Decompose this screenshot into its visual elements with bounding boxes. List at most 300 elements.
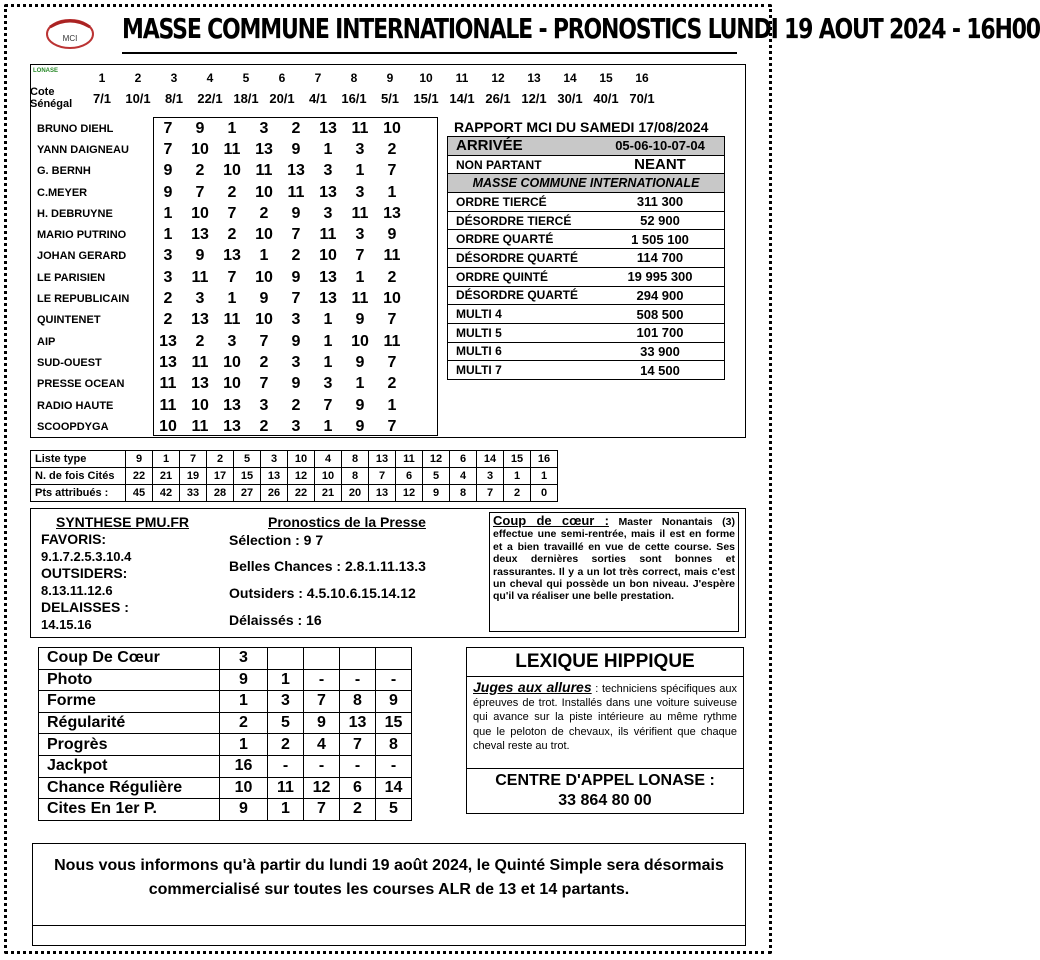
mci-logo-icon bbox=[44, 17, 96, 51]
rapport-row bbox=[448, 230, 725, 249]
notice-text: Nous vous informons qu'à partir du lundi 19 août 2024, le Quinté Simple sera désormais commercialisé sur toutes les courses ALR de 13 et 14 partants. bbox=[54, 857, 724, 898]
pick-number: 11 bbox=[287, 183, 305, 201]
stats-label: Chance Régulière bbox=[39, 777, 220, 799]
presse-title: Pronostics de la Presse bbox=[268, 514, 426, 530]
pick-number: 2 bbox=[387, 375, 397, 393]
pick-number: 7 bbox=[227, 204, 237, 222]
pick-number: 9 bbox=[355, 353, 365, 371]
rapport-label: MULTI 6 bbox=[448, 342, 597, 361]
pick-number: 10 bbox=[383, 290, 401, 308]
liste-type-value: 14 bbox=[477, 451, 504, 468]
lexique-term: Juges aux allures bbox=[473, 679, 592, 695]
liste-type-value: 3 bbox=[261, 451, 288, 468]
pick-number: 1 bbox=[387, 183, 397, 201]
horse-number: 4 bbox=[206, 71, 214, 85]
pick-number: 3 bbox=[323, 375, 333, 393]
cote-value: 15/1 bbox=[413, 90, 439, 106]
stats-value: 1 bbox=[268, 799, 304, 821]
pick-number: 3 bbox=[323, 204, 333, 222]
nb-cites-value: 1 bbox=[531, 468, 558, 485]
pick-number: 2 bbox=[227, 183, 237, 201]
rapport-label: ORDRE QUARTÉ bbox=[448, 230, 597, 249]
stats-value: 16 bbox=[220, 755, 268, 777]
stats-value: 9 bbox=[220, 799, 268, 821]
rapport-value: 33 900 bbox=[596, 342, 725, 361]
pronostic-row bbox=[37, 161, 408, 182]
pick-number: 13 bbox=[255, 140, 273, 158]
pronostiqueur-name: LE PARISIEN bbox=[37, 271, 106, 284]
stats-value: 13 bbox=[340, 712, 376, 734]
points-attribues-value: 13 bbox=[369, 485, 396, 502]
pronostic-row bbox=[37, 118, 408, 139]
synthese-title: SYNTHESE PMU.FR bbox=[56, 514, 190, 530]
pronostiqueur-name: C.MEYER bbox=[37, 186, 88, 199]
pick-number: 10 bbox=[255, 311, 273, 329]
stats-table bbox=[38, 647, 412, 821]
pronostiqueur-name: YANN DAIGNEAU bbox=[37, 143, 129, 156]
rapport-value: 114 700 bbox=[596, 249, 725, 268]
stats-value: 10 bbox=[220, 777, 268, 799]
stats-value: - bbox=[376, 669, 412, 691]
pronostic-row bbox=[37, 246, 408, 267]
rapport-value: 1 505 100 bbox=[596, 230, 725, 249]
pick-number: 11 bbox=[255, 162, 273, 180]
pick-number: 11 bbox=[351, 204, 369, 222]
pick-number: 7 bbox=[355, 247, 365, 265]
horse-number: 6 bbox=[278, 71, 286, 85]
stats-value: 7 bbox=[304, 799, 340, 821]
delaisses-value: 14.15.16 bbox=[41, 617, 92, 632]
liste-type-value: 7 bbox=[180, 451, 207, 468]
title-underline bbox=[122, 52, 737, 54]
lexique-divider bbox=[466, 768, 744, 769]
arrivee-label: ARRIVÉE bbox=[448, 137, 597, 156]
liste-type-value: 13 bbox=[369, 451, 396, 468]
pick-number: 2 bbox=[259, 353, 269, 371]
non-partant-row bbox=[448, 155, 725, 174]
stats-label: Photo bbox=[39, 669, 220, 691]
pick-number: 3 bbox=[291, 417, 301, 435]
stats-value bbox=[304, 648, 340, 670]
pronostic-row bbox=[37, 416, 408, 437]
stats-value: 2 bbox=[340, 799, 376, 821]
pick-number: 1 bbox=[355, 162, 365, 180]
cote-value: 8/1 bbox=[164, 90, 184, 106]
lonase-logo: LONASE bbox=[33, 68, 59, 74]
points-attribues-label: Pts attribués : bbox=[31, 485, 126, 502]
pronostiqueur-name: SUD-OUEST bbox=[37, 356, 102, 369]
stats-value bbox=[340, 648, 376, 670]
stats-row bbox=[39, 669, 412, 691]
pick-number: 9 bbox=[355, 311, 365, 329]
outsiders-value: 8.13.11.12.6 bbox=[41, 583, 113, 598]
non-partant-value: NEANT bbox=[596, 155, 725, 174]
stats-value: 14 bbox=[376, 777, 412, 799]
pick-number: 1 bbox=[323, 417, 333, 435]
rapport-value: 52 900 bbox=[596, 211, 725, 230]
liste-type-row bbox=[31, 451, 558, 468]
stats-value: 2 bbox=[220, 712, 268, 734]
stats-value: 3 bbox=[220, 648, 268, 670]
liste-type-value: 4 bbox=[315, 451, 342, 468]
stats-value: 1 bbox=[220, 691, 268, 713]
pick-number: 11 bbox=[191, 353, 209, 371]
lexique-title: LEXIQUE HIPPIQUE bbox=[466, 648, 744, 677]
rapport-label: DÉSORDRE QUARTÉ bbox=[448, 286, 597, 305]
rapport-value: 311 300 bbox=[596, 193, 725, 212]
nb-cites-value: 13 bbox=[261, 468, 288, 485]
cote-row bbox=[30, 86, 660, 110]
stats-value: - bbox=[304, 669, 340, 691]
mci-label: MASSE COMMUNE INTERNATIONALE bbox=[448, 174, 725, 193]
pick-number: 3 bbox=[291, 311, 301, 329]
liste-type-value: 2 bbox=[207, 451, 234, 468]
rapport-value: 508 500 bbox=[596, 305, 725, 324]
pronostic-row bbox=[37, 267, 408, 288]
pick-number: 11 bbox=[159, 396, 177, 414]
pronostic-row bbox=[37, 374, 408, 395]
rapport-label: DÉSORDRE QUARTÉ bbox=[448, 249, 597, 268]
cote-value: 18/1 bbox=[233, 90, 259, 106]
pick-number: 9 bbox=[355, 396, 365, 414]
pick-number: 13 bbox=[159, 332, 177, 350]
cote-value: 20/1 bbox=[269, 90, 295, 106]
pick-number: 9 bbox=[163, 162, 173, 180]
pick-number: 10 bbox=[319, 247, 337, 265]
nb-cites-value: 17 bbox=[207, 468, 234, 485]
pick-number: 2 bbox=[387, 140, 397, 158]
pick-number: 9 bbox=[291, 204, 301, 222]
stats-value: 7 bbox=[304, 691, 340, 713]
pronostic-row bbox=[37, 288, 408, 309]
pick-number: 3 bbox=[259, 119, 269, 137]
pick-number: 3 bbox=[195, 290, 205, 308]
rapport-label: MULTI 4 bbox=[448, 305, 597, 324]
presse-delaisses: Délaissés : 16 bbox=[229, 612, 322, 628]
rapport-row bbox=[448, 211, 725, 230]
points-attribues-row bbox=[31, 485, 558, 502]
rapport-label: MULTI 5 bbox=[448, 323, 597, 342]
rapport-label: ORDRE TIERCÉ bbox=[448, 193, 597, 212]
pronostic-row bbox=[37, 224, 408, 245]
pronostiqueur-name: AIP bbox=[37, 335, 56, 348]
liste-type-value: 16 bbox=[531, 451, 558, 468]
pick-number: 10 bbox=[383, 119, 401, 137]
pick-number: 10 bbox=[223, 162, 241, 180]
pronostiqueur-name: JOHAN GERARD bbox=[37, 250, 127, 263]
pick-number: 11 bbox=[223, 140, 241, 158]
pick-number: 9 bbox=[291, 268, 301, 286]
cote-value: 40/1 bbox=[593, 90, 619, 106]
pick-number: 10 bbox=[191, 140, 209, 158]
pick-number: 11 bbox=[383, 247, 401, 265]
pronostiqueur-name: RADIO HAUTE bbox=[37, 399, 114, 412]
pronostics-table bbox=[37, 118, 408, 437]
points-attribues-value: 7 bbox=[477, 485, 504, 502]
lexique-definition: : techniciens spécifiques aux épreuves de trot. Installés dans une voiture suiveuse qui avance sur la piste intérieure au même rythme que le peloton de chevaux, ils vérifient que chaque cheval reste au trot. bbox=[473, 683, 737, 752]
horse-number: 13 bbox=[527, 71, 541, 85]
centre-label: CENTRE D'APPEL LONASE : bbox=[495, 772, 715, 789]
liste-type-value: 11 bbox=[396, 451, 423, 468]
pick-number: 3 bbox=[163, 268, 173, 286]
pick-number: 7 bbox=[323, 396, 333, 414]
pick-number: 1 bbox=[323, 140, 333, 158]
pick-number: 13 bbox=[287, 162, 305, 180]
horse-number: 10 bbox=[419, 71, 433, 85]
nb-cites-value: 4 bbox=[450, 468, 477, 485]
rapport-row bbox=[448, 286, 725, 305]
rapport-value: 294 900 bbox=[596, 286, 725, 305]
pick-number: 2 bbox=[163, 290, 173, 308]
senegal-label: Sénégal bbox=[30, 98, 73, 110]
pick-number: 1 bbox=[259, 247, 269, 265]
horse-number: 5 bbox=[242, 71, 250, 85]
arrivee-value: 05-06-10-07-04 bbox=[596, 137, 725, 156]
pick-number: 1 bbox=[163, 204, 173, 222]
coup-de-coeur-box bbox=[489, 512, 739, 632]
points-attribues-value: 22 bbox=[288, 485, 315, 502]
nb-cites-value: 6 bbox=[396, 468, 423, 485]
points-attribues-value: 33 bbox=[180, 485, 207, 502]
pick-number: 2 bbox=[291, 247, 301, 265]
pick-number: 13 bbox=[191, 311, 209, 329]
pick-number: 3 bbox=[355, 140, 365, 158]
nb-cites-label: N. de fois Cités bbox=[31, 468, 126, 485]
pick-number: 2 bbox=[291, 119, 301, 137]
outsiders-label: OUTSIDERS: bbox=[41, 565, 128, 581]
pick-number: 1 bbox=[323, 353, 333, 371]
cote-label: Cote bbox=[30, 86, 55, 98]
favoris-value: 9.1.7.2.5.3.10.4 bbox=[41, 549, 132, 564]
pronostic-row bbox=[37, 352, 408, 373]
stats-value: - bbox=[304, 755, 340, 777]
points-attribues-value: 8 bbox=[450, 485, 477, 502]
pick-number: 1 bbox=[323, 332, 333, 350]
rapport-row bbox=[448, 323, 725, 342]
pronostic-row bbox=[37, 395, 408, 416]
pronostiqueur-name: LE REPUBLICAIN bbox=[37, 293, 130, 306]
nb-cites-value: 8 bbox=[342, 468, 369, 485]
horse-number: 2 bbox=[134, 71, 142, 85]
pick-number: 1 bbox=[355, 268, 365, 286]
pick-number: 2 bbox=[259, 204, 269, 222]
stats-value: 11 bbox=[268, 777, 304, 799]
stats-row bbox=[39, 755, 412, 777]
pick-number: 9 bbox=[291, 375, 301, 393]
stats-value: - bbox=[340, 669, 376, 691]
points-attribues-value: 42 bbox=[153, 485, 180, 502]
pick-number: 10 bbox=[351, 332, 369, 350]
rapport-value: 19 995 300 bbox=[596, 267, 725, 286]
logo-text: MCI bbox=[62, 34, 78, 43]
pronostic-row bbox=[37, 139, 408, 160]
stats-value: 5 bbox=[268, 712, 304, 734]
rapport-row bbox=[448, 267, 725, 286]
stats-value: 9 bbox=[220, 669, 268, 691]
pick-number: 7 bbox=[387, 417, 397, 435]
mci-row bbox=[448, 174, 725, 193]
pronostiqueur-name: MARIO PUTRINO bbox=[37, 229, 127, 242]
notice-divider bbox=[32, 925, 746, 926]
rapport-value: 101 700 bbox=[596, 323, 725, 342]
nb-cites-value: 19 bbox=[180, 468, 207, 485]
non-partant-label: NON PARTANT bbox=[448, 155, 597, 174]
points-attribues-value: 12 bbox=[396, 485, 423, 502]
pick-number: 13 bbox=[223, 247, 241, 265]
lexique-text bbox=[473, 680, 737, 753]
pick-number: 1 bbox=[227, 290, 237, 308]
pick-number: 3 bbox=[355, 226, 365, 244]
pick-number: 3 bbox=[355, 183, 365, 201]
cote-value: 16/1 bbox=[341, 90, 367, 106]
favoris-label: FAVORIS: bbox=[41, 531, 107, 547]
stats-row bbox=[39, 691, 412, 713]
pick-number: 7 bbox=[259, 332, 269, 350]
pick-number: 3 bbox=[291, 353, 301, 371]
delaisses-label: DELAISSES : bbox=[41, 599, 129, 615]
pick-number: 9 bbox=[291, 140, 301, 158]
pronostic-row bbox=[37, 203, 408, 224]
cote-value: 30/1 bbox=[557, 90, 583, 106]
pick-number: 9 bbox=[259, 290, 269, 308]
pick-number: 13 bbox=[223, 396, 241, 414]
pick-number: 13 bbox=[223, 417, 241, 435]
stats-value: 9 bbox=[304, 712, 340, 734]
cote-value: 7/1 bbox=[92, 90, 112, 106]
stats-value bbox=[376, 648, 412, 670]
stats-value: 4 bbox=[304, 734, 340, 756]
pick-number: 9 bbox=[195, 247, 205, 265]
horse-number-row bbox=[30, 70, 660, 86]
pronostiqueur-name: SCOOPDYGA bbox=[37, 420, 109, 433]
presse-outsiders: Outsiders : 4.5.10.6.15.14.12 bbox=[229, 585, 416, 601]
points-attribues-value: 9 bbox=[423, 485, 450, 502]
rapport-label: MULTI 7 bbox=[448, 361, 597, 380]
pronostiqueur-name: G. BERNH bbox=[37, 165, 91, 178]
stats-value: 3 bbox=[268, 691, 304, 713]
horse-number: 12 bbox=[491, 71, 505, 85]
pick-number: 13 bbox=[319, 183, 337, 201]
rapport-row bbox=[448, 342, 725, 361]
nb-cites-value: 15 bbox=[234, 468, 261, 485]
horse-number: 14 bbox=[563, 71, 577, 85]
pick-number: 10 bbox=[191, 204, 209, 222]
pick-number: 7 bbox=[259, 375, 269, 393]
pronostiqueur-name: BRUNO DIEHL bbox=[37, 122, 114, 135]
horse-number: 16 bbox=[635, 71, 649, 85]
pick-number: 1 bbox=[227, 119, 237, 137]
cote-value: 22/1 bbox=[197, 90, 223, 106]
pronostiqueur-name: QUINTENET bbox=[37, 314, 101, 327]
pick-number: 7 bbox=[387, 353, 397, 371]
pick-number: 11 bbox=[191, 268, 209, 286]
pronostiqueur-name: PRESSE OCEAN bbox=[37, 378, 125, 391]
pick-number: 9 bbox=[291, 332, 301, 350]
pick-number: 11 bbox=[351, 119, 369, 137]
stats-value: - bbox=[340, 755, 376, 777]
horse-number: 7 bbox=[314, 71, 322, 85]
liste-type-value: 1 bbox=[153, 451, 180, 468]
stats-row bbox=[39, 648, 412, 670]
pick-number: 13 bbox=[319, 290, 337, 308]
liste-type-value: 9 bbox=[126, 451, 153, 468]
cote-value: 26/1 bbox=[485, 90, 511, 106]
points-attribues-value: 2 bbox=[504, 485, 531, 502]
pick-number: 11 bbox=[223, 311, 241, 329]
arrivee-row bbox=[448, 137, 725, 156]
pronostic-row bbox=[37, 182, 408, 203]
stats-value: 8 bbox=[376, 734, 412, 756]
pick-number: 1 bbox=[387, 396, 397, 414]
liste-type-value: 8 bbox=[342, 451, 369, 468]
liste-type-value: 6 bbox=[450, 451, 477, 468]
cote-value: 14/1 bbox=[449, 90, 475, 106]
pick-number: 11 bbox=[191, 417, 209, 435]
rapport-table bbox=[447, 136, 725, 380]
synthese-block bbox=[41, 531, 227, 633]
nb-cites-value: 5 bbox=[423, 468, 450, 485]
liste-type-value: 12 bbox=[423, 451, 450, 468]
cote-value: 5/1 bbox=[380, 90, 400, 106]
stats-label: Progrès bbox=[39, 734, 220, 756]
stats-value: 1 bbox=[220, 734, 268, 756]
horse-number: 11 bbox=[455, 71, 469, 85]
pick-number: 3 bbox=[323, 162, 333, 180]
stats-value: 6 bbox=[340, 777, 376, 799]
liste-type-value: 10 bbox=[288, 451, 315, 468]
stats-value: 5 bbox=[376, 799, 412, 821]
pick-number: 11 bbox=[351, 290, 369, 308]
stats-label: Coup De Cœur bbox=[39, 648, 220, 670]
rapport-row bbox=[448, 193, 725, 212]
liste-type-value: 15 bbox=[504, 451, 531, 468]
nb-cites-value: 12 bbox=[288, 468, 315, 485]
pick-number: 11 bbox=[383, 332, 401, 350]
stats-value: - bbox=[376, 755, 412, 777]
stats-value: 7 bbox=[340, 734, 376, 756]
pick-number: 13 bbox=[191, 226, 209, 244]
pick-number: 13 bbox=[159, 353, 177, 371]
pick-number: 7 bbox=[163, 119, 173, 137]
pick-number: 13 bbox=[191, 375, 209, 393]
pick-number: 1 bbox=[163, 226, 173, 244]
centre-appel bbox=[466, 771, 744, 811]
liste-type-table bbox=[30, 450, 558, 502]
stats-value: 1 bbox=[268, 669, 304, 691]
pick-number: 10 bbox=[159, 417, 177, 435]
stats-row bbox=[39, 799, 412, 821]
pick-number: 11 bbox=[159, 375, 177, 393]
cote-table bbox=[30, 70, 660, 110]
pick-number: 10 bbox=[255, 226, 273, 244]
rapport-value: 14 500 bbox=[596, 361, 725, 380]
pick-number: 13 bbox=[383, 204, 401, 222]
liste-type-label: Liste type bbox=[31, 451, 126, 468]
pick-number: 10 bbox=[191, 396, 209, 414]
stats-value: - bbox=[268, 755, 304, 777]
pick-number: 2 bbox=[387, 268, 397, 286]
stats-value: 2 bbox=[268, 734, 304, 756]
horse-number: 1 bbox=[98, 71, 106, 85]
rapport-row bbox=[448, 361, 725, 380]
centre-number: 33 864 80 00 bbox=[558, 792, 652, 809]
pick-number: 11 bbox=[319, 226, 337, 244]
pick-number: 1 bbox=[355, 375, 365, 393]
nb-cites-value: 1 bbox=[504, 468, 531, 485]
stats-row bbox=[39, 734, 412, 756]
cote-value: 12/1 bbox=[521, 90, 547, 106]
stats-value: 15 bbox=[376, 712, 412, 734]
